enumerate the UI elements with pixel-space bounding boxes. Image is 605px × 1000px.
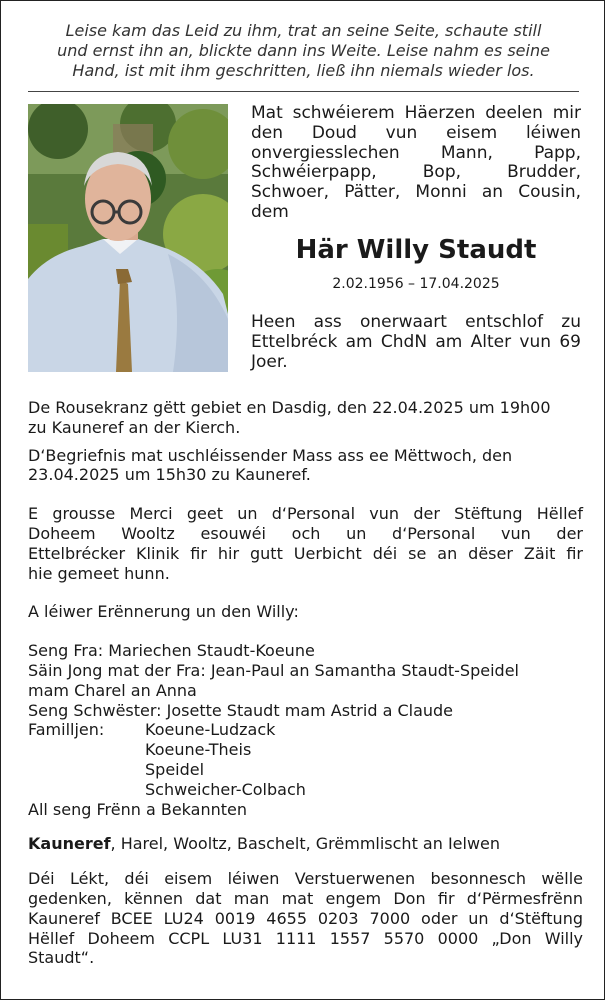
intro-line: Mat schwéierem Häerzen deelen mir [251,103,581,123]
life-dates: 2.02.1956 – 17.04.2025 [332,276,500,292]
funeral-line: D‘Begriefnis mat uschléissender Mass ass ee Mëttwoch, den [28,445,513,465]
family-line: Seng Fra: Mariechen Staudt-Koeune [28,641,315,661]
thanks-paragraph [28,504,583,583]
family-name: Schweicher-Colbach [145,779,306,799]
intro-line: Schwéierpapp, Bop, Brudder, [251,162,581,183]
memory-heading: A léiwer Erënnerung un den Willy: [28,602,299,622]
rosary-line: De Rousekranz gëtt gebiet en Dasdig, den 22.04.2025 um 19h00 [28,398,551,417]
family-name: Speidel [145,759,205,779]
rosary-paragraph [28,398,583,438]
donation-line: Hëllef Doheem CCPL LU31 1111 1557 5570 0000 „Don Willy [28,928,583,948]
funeral-paragraph [28,446,583,486]
family-line: Seng Schwëster: Josette Staudt mam Astrid a Claude [28,700,454,720]
intro-line: onvergiesslechen Mann, Papp, [251,142,581,163]
poem-line: Leise kam das Leid zu ihm, trat an seine Seite, schaute still [65,21,542,40]
intro-line: Schwoer, Pätter, Monni an Cousin, [251,182,581,203]
donation-line: Déi Lékt, déi eisem léiwen Verstuerwenen besonnesch wëlle [28,869,583,889]
families-row [28,720,583,740]
family-name: Koeune-Theis [145,740,252,760]
family-list [28,641,583,819]
thanks-line: hie gemeet hunn. [28,563,170,583]
intro-text [251,104,581,223]
families-label: Familljen: [28,720,105,740]
friends-line: All seng Frënn a Bekannten [28,799,247,819]
places-line [28,834,583,854]
death-line: Ettelbréck am ChdN am Alter vun 69 [251,331,581,352]
intro-line: den Doud vun eisem léiwen [251,122,581,143]
divider [28,91,579,92]
family-name: Koeune-Ludzack [145,720,276,740]
poem [21,21,586,81]
places-rest: , Harel, Wooltz, Baschelt, Grëmmlischt an Ielwen [110,834,501,854]
portrait-photo [28,104,228,372]
donation-paragraph [28,869,583,968]
thanks-line: E grousse Merci geet un d‘Personal vun der Stëftung Hëllef [28,504,583,524]
death-line: Heen ass onerwaart entschlof zu [251,312,581,332]
funeral-line: 23.04.2025 um 15h30 zu Kauneref. [28,465,311,485]
poem-line: und ernst ihn an, blickte dann ins Weite. Leise nahm es seine [57,41,550,60]
place-primary: Kauneref [28,834,111,854]
intro-line: dem [251,201,289,222]
deceased-name: Här Willy Staudt [295,235,537,265]
death-notice [251,313,581,372]
donation-line: gedenken, kënnen dat man mat engem Don fir d‘Përmesfrënn [28,888,583,908]
family-line: Säin Jong mat der Fra: Jean-Paul an Samantha Staudt-Speidel [28,660,519,680]
family-line: mam Charel an Anna [28,680,197,700]
thanks-line: Ettelbrécker Klinik fir hir gutt Uerbicht déi se an dëser Zäit fir [28,543,583,563]
donation-line: Kauneref BCEE LU24 0019 4655 0203 7000 oder un d‘Stëftung [28,908,583,928]
rosary-line: zu Kauneref an der Kierch. [28,417,241,437]
poem-line: Hand, ist mit ihm geschritten, ließ ihn niemals wieder los. [72,61,535,80]
thanks-line: Doheem Wooltz esouwéi och un d‘Personal vun der [28,523,583,543]
notice-body [28,398,583,968]
donation-line: Staudt“. [28,948,95,968]
death-line: Joer. [251,351,288,372]
